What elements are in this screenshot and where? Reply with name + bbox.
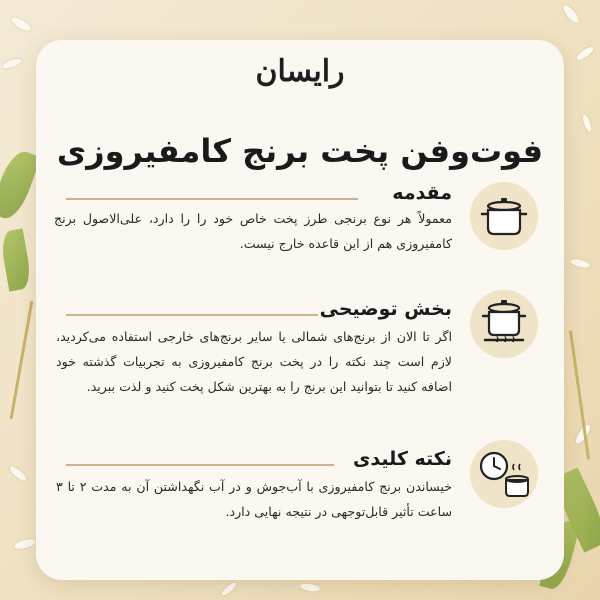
section-title-key-tip: نکته کلیدی (352, 448, 452, 470)
section-divider (66, 198, 358, 200)
section-divider (66, 464, 334, 466)
section-text-explanation: اگر تا الان از برنج‌های شمالی یا سایر برنج‌های خارجی استفاده می‌کردید، لازم است چند نکته را در پخت برنج کامفیروزی به تجربیات گذشته خود اضافه کنید تا بتوانید این برنج را به بهترین شکل پخت کنید و لذت ببرید. (56, 329, 452, 394)
pot-on-stove-icon (470, 290, 538, 358)
section-divider (66, 314, 318, 316)
section-title-introduction: مقدمه (392, 182, 452, 204)
page-title: فوت‌وفن پخت برنج کامفیروزی (56, 132, 544, 170)
clock-and-pot-icon (470, 440, 538, 508)
section-title-explanation: بخش توضیحی (319, 298, 452, 320)
section-text-key-tip: خیساندن برنج کامفیروزی با آب‌جوش و در آب نگهداشتن آن به مدت ۲ تا ۳ ساعت تأثیر قابل‌توجهی در نتیجه نهایی دارد. (56, 479, 452, 519)
section-text-introduction: معمولاً هر نوع برنجی طرز پخت خاص خود را را دارد، علی‌الاصول برنج کامفیروزی هم از این قاعده خارج نیست. (54, 211, 452, 251)
cooking-pot-icon (470, 182, 538, 250)
brand-logo: رایسان (255, 54, 345, 89)
info-card (36, 40, 564, 580)
